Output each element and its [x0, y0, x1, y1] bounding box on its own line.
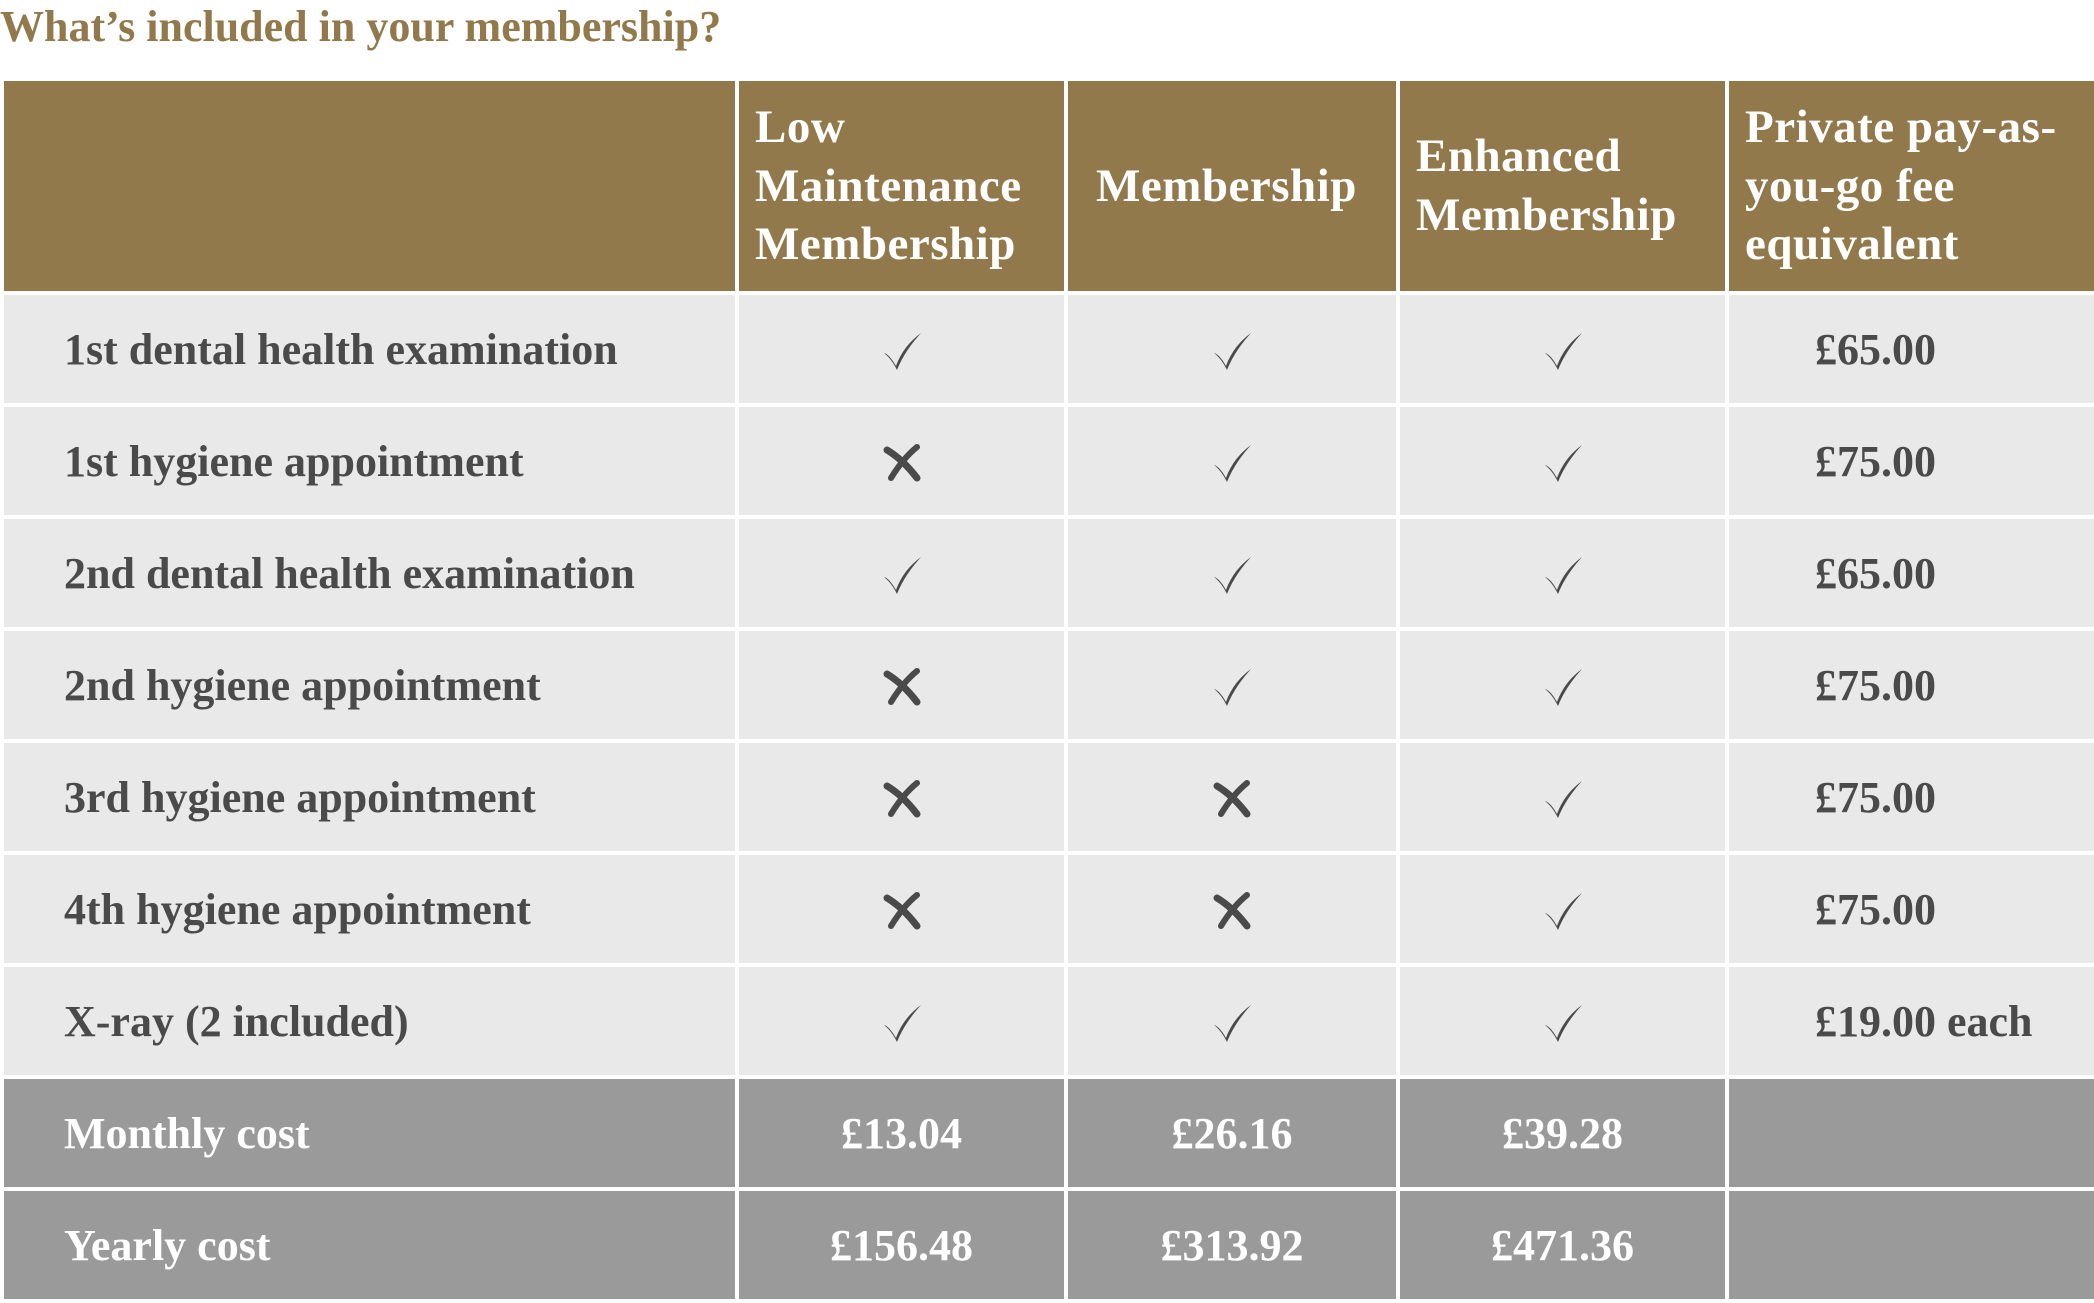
- cross-icon: [877, 438, 927, 488]
- check-icon: [1538, 326, 1588, 376]
- cross-icon: [877, 662, 927, 712]
- feature-name: 4th hygiene appointment: [2, 853, 737, 965]
- cross-icon: [877, 886, 927, 936]
- mark-cell: [1066, 405, 1398, 517]
- mark-cell: [1066, 293, 1398, 405]
- column-header-low-maintenance: Low Maintenance Membership: [737, 79, 1066, 293]
- feature-name: 1st dental health examination: [2, 293, 737, 405]
- mark-cell: [1398, 741, 1727, 853]
- page-title: What’s included in your membership?: [0, 2, 722, 51]
- cost-label: Monthly cost: [2, 1077, 737, 1189]
- price-cell: £65.00: [1727, 293, 2094, 405]
- mark-cell: [1398, 965, 1727, 1077]
- mark-cell: [1398, 405, 1727, 517]
- table-row: [2, 293, 2094, 405]
- mark-cell: [1398, 853, 1727, 965]
- price-cell: £19.00 each: [1727, 965, 2094, 1077]
- table-row: [2, 741, 2094, 853]
- check-icon: [1538, 998, 1588, 1048]
- cross-icon: [877, 774, 927, 824]
- table-header-row: [2, 79, 2094, 293]
- check-icon: [1207, 662, 1257, 712]
- check-icon: [1207, 998, 1257, 1048]
- check-icon: [1538, 886, 1588, 936]
- mark-cell: [1066, 629, 1398, 741]
- yearly-cost-row: [2, 1189, 2094, 1301]
- column-header-enhanced: Enhanced Membership: [1398, 79, 1727, 293]
- check-icon: [877, 998, 927, 1048]
- column-header-membership: Membership: [1066, 79, 1398, 293]
- price-cell: £75.00: [1727, 853, 2094, 965]
- mark-cell: [1398, 629, 1727, 741]
- mark-cell: [737, 405, 1066, 517]
- feature-name: 2nd dental health examination: [2, 517, 737, 629]
- header-corner-cell: [2, 79, 737, 293]
- check-icon: [877, 550, 927, 600]
- cost-value: £156.48: [737, 1189, 1066, 1301]
- price-cell: £65.00: [1727, 517, 2094, 629]
- membership-comparison-table: [0, 77, 2094, 1303]
- check-icon: [1538, 438, 1588, 488]
- cost-value: £313.92: [1066, 1189, 1398, 1301]
- mark-cell: [737, 293, 1066, 405]
- cost-value: £471.36: [1398, 1189, 1727, 1301]
- mark-cell: [1398, 293, 1727, 405]
- check-icon: [1538, 550, 1588, 600]
- feature-name: 1st hygiene appointment: [2, 405, 737, 517]
- table-body: [2, 293, 2094, 1301]
- mark-cell: [1066, 517, 1398, 629]
- cost-label: Yearly cost: [2, 1189, 737, 1301]
- monthly-cost-row: [2, 1077, 2094, 1189]
- mark-cell: [1066, 853, 1398, 965]
- check-icon: [1538, 774, 1588, 824]
- table-row: [2, 517, 2094, 629]
- mark-cell: [737, 517, 1066, 629]
- feature-name: 2nd hygiene appointment: [2, 629, 737, 741]
- cross-icon: [1207, 886, 1257, 936]
- cost-value: £13.04: [737, 1077, 1066, 1189]
- cost-value: [1727, 1077, 2094, 1189]
- mark-cell: [1398, 517, 1727, 629]
- check-icon: [877, 326, 927, 376]
- feature-name: X-ray (2 included): [2, 965, 737, 1077]
- price-cell: £75.00: [1727, 405, 2094, 517]
- mark-cell: [737, 741, 1066, 853]
- cost-value: [1727, 1189, 2094, 1301]
- mark-cell: [1066, 741, 1398, 853]
- mark-cell: [737, 629, 1066, 741]
- table-row: [2, 629, 2094, 741]
- mark-cell: [1066, 965, 1398, 1077]
- price-cell: £75.00: [1727, 629, 2094, 741]
- check-icon: [1538, 662, 1588, 712]
- cost-value: £39.28: [1398, 1077, 1727, 1189]
- column-header-private-fee: Private pay-as-you-go fee equivalent: [1727, 79, 2094, 293]
- check-icon: [1207, 438, 1257, 488]
- price-cell: £75.00: [1727, 741, 2094, 853]
- table-row: [2, 853, 2094, 965]
- check-icon: [1207, 550, 1257, 600]
- cross-icon: [1207, 774, 1257, 824]
- table-row: [2, 405, 2094, 517]
- mark-cell: [737, 853, 1066, 965]
- feature-name: 3rd hygiene appointment: [2, 741, 737, 853]
- table-row: [2, 965, 2094, 1077]
- check-icon: [1207, 326, 1257, 376]
- cost-value: £26.16: [1066, 1077, 1398, 1189]
- mark-cell: [737, 965, 1066, 1077]
